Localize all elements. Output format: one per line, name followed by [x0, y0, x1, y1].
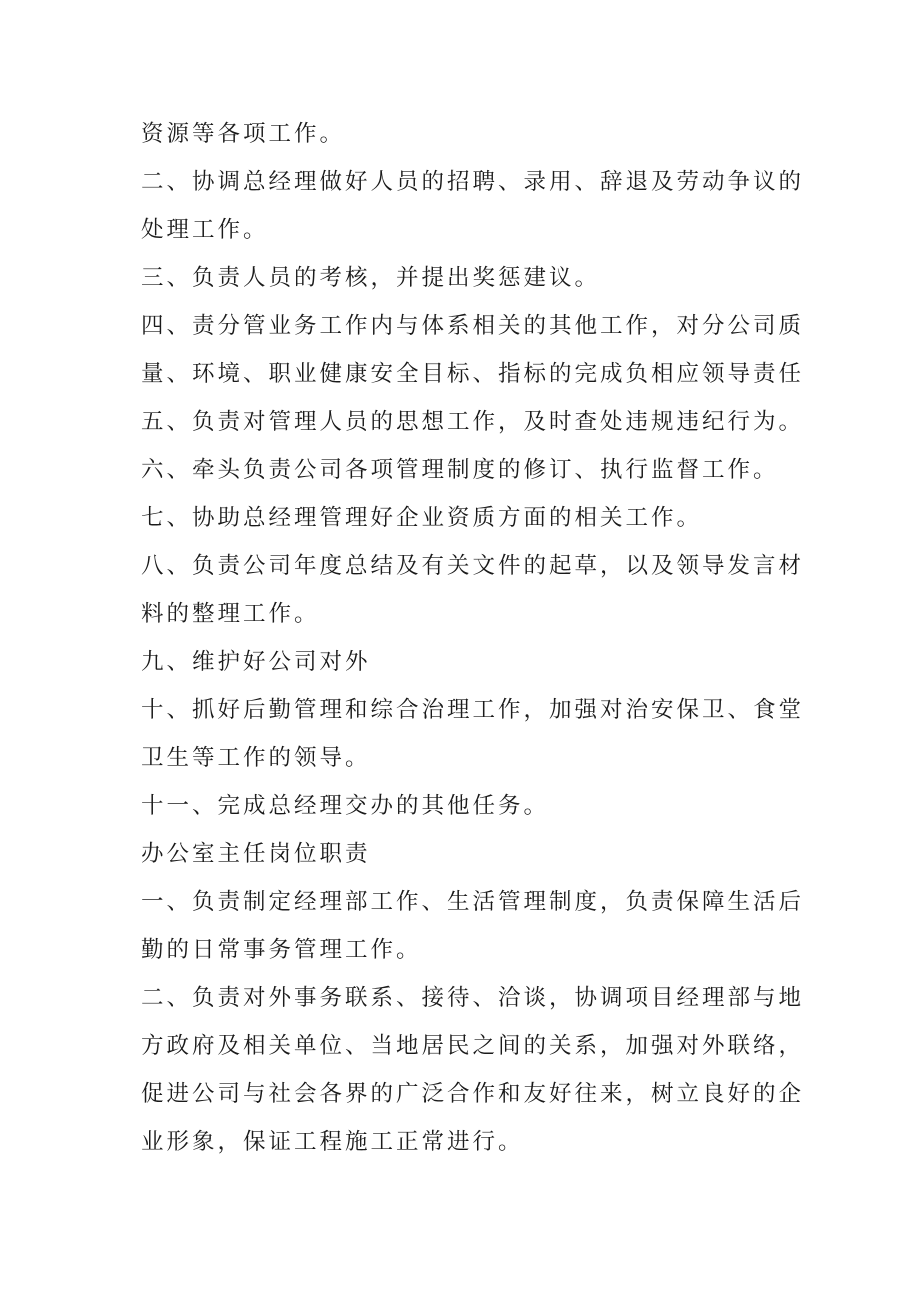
text-line: 九、维护好公司对外 — [141, 649, 371, 675]
text-line: 二、负责对外事务联系、接待、洽谈，协调项目经理部与地 — [141, 985, 805, 1011]
text-line: 业形象，保证工程施工正常进行。 — [141, 1129, 524, 1155]
text-line: 方政府及相关单位、当地居民之间的关系，加强对外联络， — [141, 1033, 805, 1059]
text-line: 五、负责对管理人员的思想工作，及时查处违规违纪行为。 — [141, 409, 805, 435]
text-line: 八、负责公司年度总结及有关文件的起草，以及领导发言材 — [141, 553, 805, 579]
text-line: 量、环境、职业健康安全目标、指标的完成负相应领导责任 — [141, 361, 805, 387]
text-line: 卫生等工作的领导。 — [141, 745, 371, 771]
document-body — [141, 110, 805, 1166]
text-line: 七、协助总经理管理好企业资质方面的相关工作。 — [141, 505, 703, 531]
section-heading: 办公室主任岗位职责 — [141, 841, 371, 867]
text-line: 三、负责人员的考核，并提出奖惩建议。 — [141, 265, 601, 291]
text-line: 料的整理工作。 — [141, 601, 320, 627]
text-line: 一、负责制定经理部工作、生活管理制度，负责保障生活后 — [141, 889, 805, 915]
text-line: 四、责分管业务工作内与体系相关的其他工作，对分公司质 — [141, 313, 805, 339]
text-line: 处理工作。 — [141, 217, 269, 243]
text-line: 资源等各项工作。 — [141, 121, 346, 147]
text-line: 勤的日常事务管理工作。 — [141, 937, 422, 963]
text-line: 二、协调总经理做好人员的招聘、录用、辞退及劳动争议的 — [141, 169, 805, 195]
text-line: 十、抓好后勤管理和综合治理工作，加强对治安保卫、食堂 — [141, 697, 805, 723]
text-line: 六、牵头负责公司各项管理制度的修订、执行监督工作。 — [141, 457, 779, 483]
text-line: 十一、完成总经理交办的其他任务。 — [141, 793, 550, 819]
text-line: 促进公司与社会各界的广泛合作和友好往来，树立良好的企 — [141, 1081, 805, 1107]
